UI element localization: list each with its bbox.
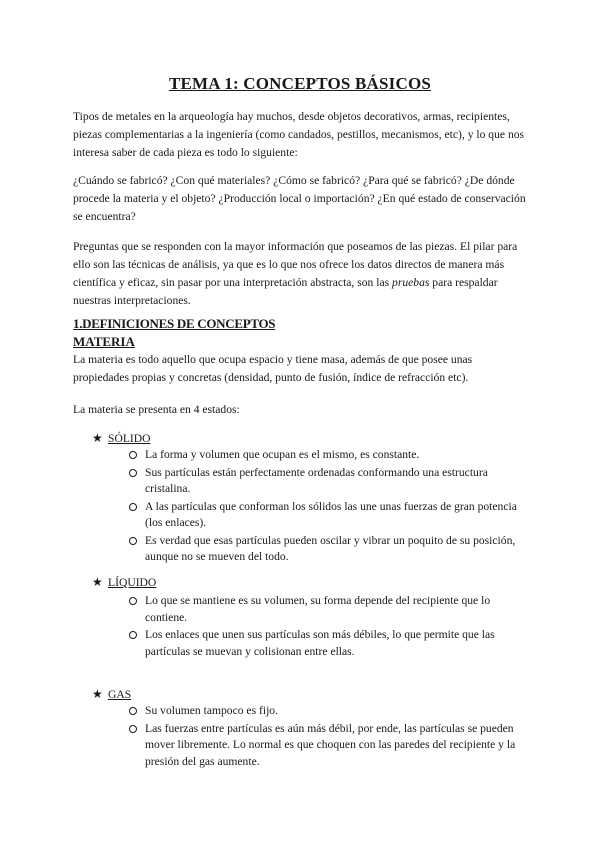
subsection-heading: MATERIA (73, 334, 135, 349)
questions-paragraph: ¿Cuándo se fabricó? ¿Con qué materiales? ¿Cómo se fabricó? ¿Para qué se fabricó? ¿De dónde procede la materia y el objeto? ¿Producción local o importación? ¿En qué estado de conservación se encuentra? (73, 174, 526, 223)
list-item: Lo que se mantiene es su volumen, su forma depende del recipiente que lo contiene. (129, 593, 529, 626)
circle-bullet-icon (129, 707, 137, 715)
circle-bullet-icon (129, 469, 137, 477)
gas-bullet-list (129, 703, 529, 771)
star-icon: ★ (92, 431, 103, 445)
answers-text-before: Preguntas que se responden con la mayor información que poseamos de las piezas. El pilar para ello son las técnicas de análisis, ya que es lo que nos ofrece los datos directos de manera más científica y eficaz, sin pasar por una interpretación abstracta, son las (73, 240, 518, 289)
materia-definition: La materia es todo aquello que ocupa espacio y tiene masa, además de que posee unas propiedades propias y concretas (densidad, punto de fusión, índice de refracción etc). (73, 353, 473, 384)
list-item: Las fuerzas entre partículas es aún más débil, por ende, las partículas se pueden mover libremente. Lo normal es que choquen con las paredes del recipiente y la presión del gas aumente. (129, 721, 529, 771)
circle-bullet-icon (129, 537, 137, 545)
section-heading: 1.DEFINICIONES DE CONCEPTOS (73, 316, 276, 331)
states-intro: La materia se presenta en 4 estados: (73, 403, 240, 416)
list-item: Su volumen tampoco es fijo. (129, 703, 529, 720)
list-item: A las partículas que conforman los sólidos las une unas fuerzas de gran potencia (los enlaces). (129, 499, 529, 532)
circle-bullet-icon (129, 725, 137, 733)
intro-paragraph: Tipos de metales en la arqueología hay muchos, desde objetos decorativos, armas, recipientes, piezas complementarias a la ingeniería (como candados, pestillos, mecanismos, etc), y lo que nos interesa saber de cada pieza es todo lo siguiente: (73, 110, 525, 159)
solido-bullet-list (129, 447, 529, 567)
answers-paragraph (73, 238, 528, 310)
circle-bullet-icon (129, 631, 137, 639)
state-label: SÓLIDO (108, 432, 151, 445)
list-item: Los enlaces que unen sus partículas son más débiles, lo que permite que las partículas se muevan y colisionan entre ellas. (129, 627, 529, 660)
list-item: Sus partículas están perfectamente ordenadas conformando una estructura cristalina. (129, 465, 529, 498)
answers-text-after: para respaldar nuestras interpretaciones. (73, 276, 498, 307)
answers-italic-word: pruebas (392, 276, 430, 289)
page-title: TEMA 1: CONCEPTOS BÁSICOS (168, 74, 432, 93)
star-icon: ★ (92, 575, 103, 589)
state-gas (92, 687, 131, 702)
circle-bullet-icon (129, 597, 137, 605)
state-liquido (92, 575, 156, 590)
liquido-bullet-list (129, 593, 529, 661)
state-solido (92, 431, 151, 446)
circle-bullet-icon (129, 451, 137, 459)
list-item: La forma y volumen que ocupan es el mismo, es constante. (129, 447, 529, 464)
state-label: GAS (108, 688, 132, 701)
state-label: LÍQUIDO (108, 576, 157, 589)
circle-bullet-icon (129, 503, 137, 511)
list-item: Es verdad que esas partículas pueden oscilar y vibrar un poquito de su posición, aunque no se mueven del todo. (129, 533, 529, 566)
star-icon: ★ (92, 687, 103, 701)
